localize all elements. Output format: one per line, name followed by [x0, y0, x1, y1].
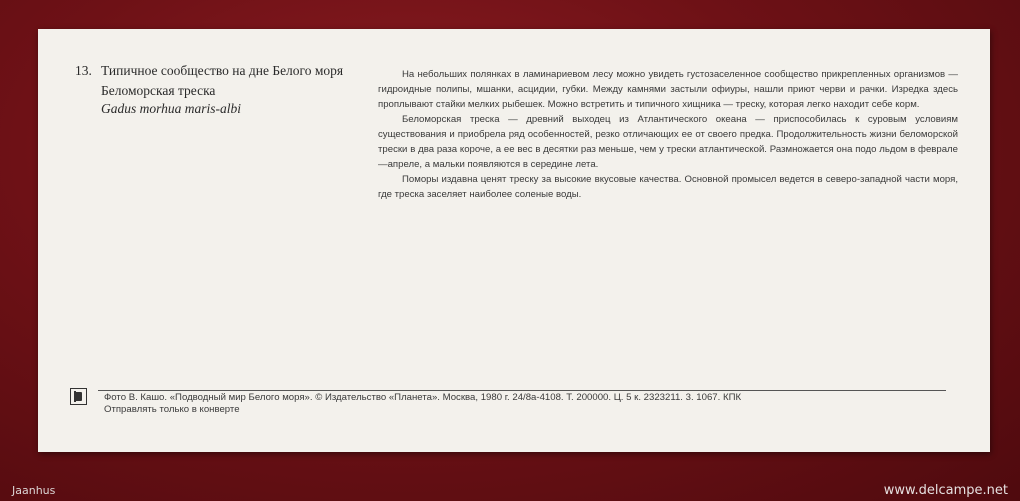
footer-divider [98, 390, 946, 391]
description-paragraph-1: На небольших полянках в ламинариевом лесу можно увидеть густозаселенное сообщество прикрепленных организмов — гидроидные полипы, мшанки, асцидии, губки. Между камнями застыли офиуры, нашли приют черви и рачки. Изредка здесь проплывают стайки мелких рыбешек. Можно встретить и типичного хищника — треску, которая легко находит себе корм. [378, 69, 958, 110]
caption-number: 13. [75, 63, 92, 78]
footer-imprint: Фото В. Кашо. «Подводный мир Белого моря». © Издательство «Планета». Москва, 1980 г. 24/8а-4108. Т. 200000. Ц. 5 к. 2323211. 3. 1067. КПК [104, 392, 742, 403]
footer-mailing-note: Отправлять только в конверте [104, 404, 240, 415]
description-text [378, 67, 958, 202]
description-paragraph-3: Поморы издавна ценят треску за высокие вкусовые качества. Основной промысел ведется в северо-западной части моря, где треска заселяет наиболее соленые воды. [378, 174, 958, 200]
publisher-footer [104, 392, 924, 416]
publisher-logo-icon [70, 388, 87, 405]
postcard [38, 29, 990, 452]
species-name-latin: Gadus morhua maris-albi [101, 101, 242, 116]
species-name-ru: Беломорская треска [101, 83, 216, 98]
caption-title-line [75, 63, 375, 79]
description-paragraph-2: Беломорская треска — древний выходец из Атлантического океана — приспособилась к суровым условиям существования и приобрела ряд особенностей, резко отличающих ее от своего предка. Продолжительность жизни беломорской трески в два раза короче, а ее вес в десятки раз меньше, чем у трески атлантической. Размножается она подо льдом в феврале—апреле, а мальки появляются в середине лета. [378, 114, 958, 170]
caption-title: Типичное сообщество на дне Белого моря [101, 63, 344, 78]
caption-block [75, 63, 375, 117]
watermark-right: www.delcampe.net [883, 483, 1008, 498]
watermark-left: Jaanhus [12, 484, 56, 497]
